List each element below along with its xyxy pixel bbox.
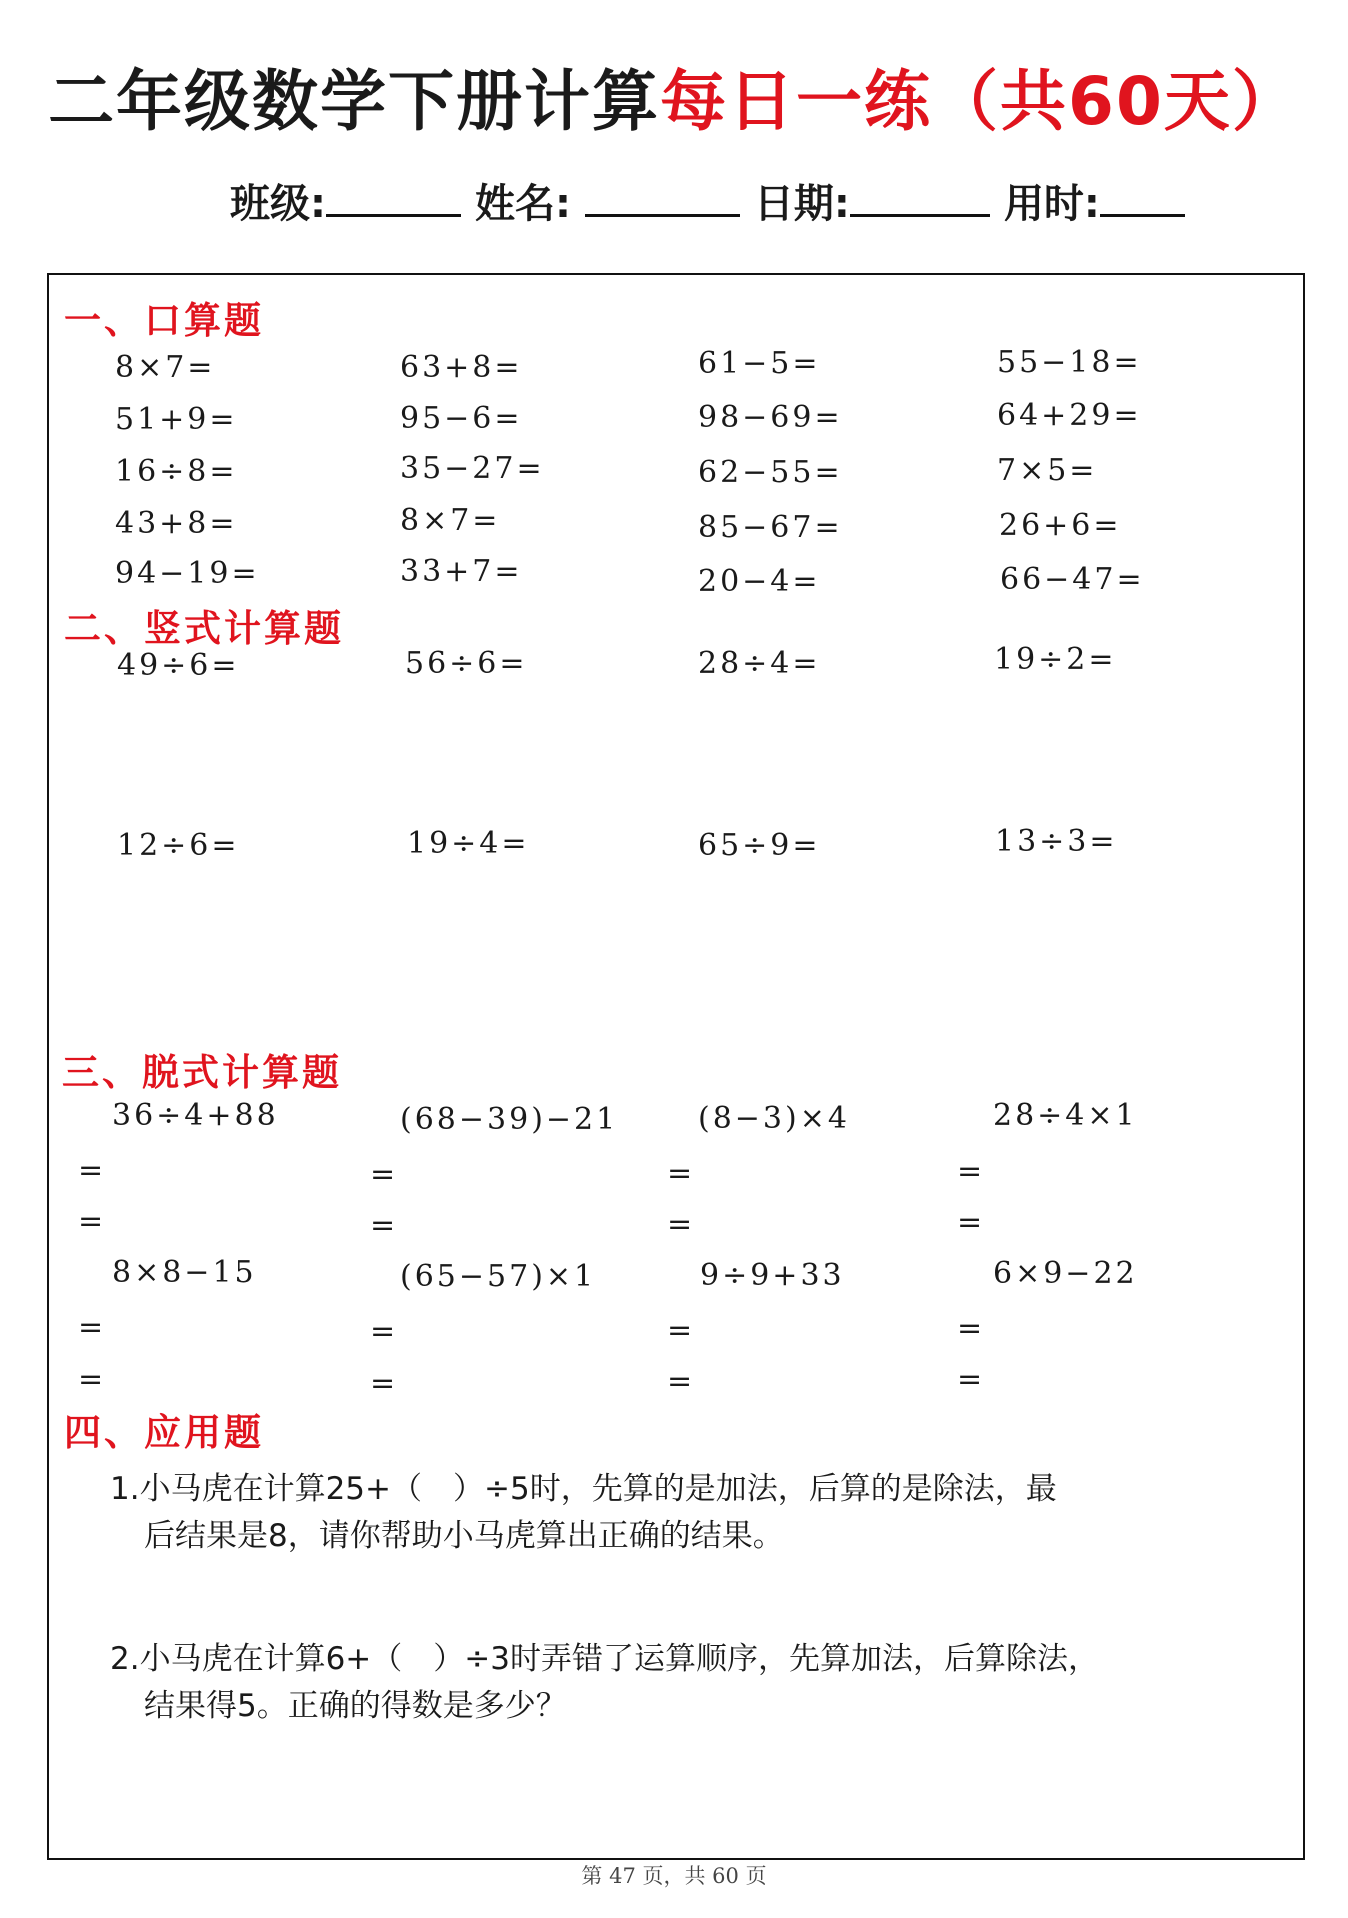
oral-problem: 94−19=	[115, 556, 260, 591]
equals-sign: =	[78, 1204, 104, 1239]
vertical-problem: 19÷4=	[407, 826, 530, 861]
word-problem-1	[110, 1466, 1230, 1560]
section-word-problems-title: 四、应用题	[64, 1411, 264, 1454]
word-problem-2-line2: 结果得5。正确的得数是多少？	[144, 1688, 567, 1724]
oral-problem: 66−47=	[1000, 562, 1145, 597]
oral-problem: 16÷8=	[115, 454, 238, 489]
vertical-problem: 49÷6=	[117, 648, 240, 683]
word-problem-1-line1: 1.小马虎在计算25+（ ）÷5时，先算的是加法，后算的是除法，最	[110, 1471, 1057, 1507]
oral-problem: 62−55=	[698, 455, 843, 490]
oral-problem: 63+8=	[400, 350, 523, 385]
oral-problem: 95−6=	[400, 401, 523, 436]
equals-sign: =	[957, 1205, 983, 1240]
oral-problem: 55−18=	[997, 345, 1142, 380]
class-label: 班级:	[230, 181, 326, 227]
equals-sign: =	[957, 1311, 983, 1346]
equals-sign: =	[370, 1157, 396, 1192]
class-blank[interactable]	[326, 178, 461, 217]
section-oral-title: 一、口算题	[64, 299, 264, 342]
stepwise-problem: (65−57)×1	[400, 1259, 597, 1294]
page-footer: 第 47 页，共 60 页	[581, 1864, 767, 1888]
stepwise-problem: 36÷4+88	[112, 1098, 279, 1133]
oral-problem: 33+7=	[400, 554, 523, 589]
stepwise-problem: 9÷9+33	[700, 1258, 845, 1293]
student-info-line	[230, 172, 1199, 229]
name-blank[interactable]	[585, 178, 740, 217]
title-black: 二年级数学下册计算	[48, 63, 661, 140]
oral-problem: 61−5=	[698, 346, 821, 381]
word-problem-2-line1: 2.小马虎在计算6+（ ）÷3时弄错了运算顺序，先算加法，后算除法，	[110, 1641, 1099, 1677]
stepwise-problem: (8−3)×4	[698, 1101, 850, 1136]
oral-problem: 7×5=	[997, 453, 1098, 488]
word-problem-2	[110, 1636, 1230, 1730]
date-blank[interactable]	[850, 178, 990, 217]
equals-sign: =	[667, 1207, 693, 1242]
stepwise-problem: (68−39)−21	[400, 1102, 619, 1137]
name-label: 姓名:	[475, 181, 571, 227]
oral-problem: 8×7=	[115, 350, 216, 385]
equals-sign: =	[957, 1154, 983, 1189]
time-blank[interactable]	[1100, 178, 1185, 217]
equals-sign: =	[78, 1362, 104, 1397]
stepwise-problem: 6×9−22	[993, 1256, 1138, 1291]
date-label: 日期:	[753, 181, 850, 227]
oral-problem: 85−67=	[698, 510, 843, 545]
vertical-problem: 56÷6=	[405, 646, 528, 681]
equals-sign: =	[78, 1153, 104, 1188]
oral-problem: 64+29=	[997, 398, 1142, 433]
oral-problem: 26+6=	[999, 508, 1122, 543]
word-problem-1-line2: 后结果是8，请你帮助小马虎算出正确的结果。	[144, 1518, 784, 1554]
section-vertical-title: 二、竖式计算题	[64, 607, 344, 650]
stepwise-problem: 28÷4×1	[993, 1098, 1138, 1133]
equals-sign: =	[957, 1362, 983, 1397]
oral-problem: 8×7=	[400, 503, 501, 538]
equals-sign: =	[370, 1314, 396, 1349]
vertical-problem: 65÷9=	[698, 828, 821, 863]
vertical-problem: 28÷4=	[698, 646, 821, 681]
vertical-problem: 13÷3=	[995, 824, 1118, 859]
equals-sign: =	[667, 1364, 693, 1399]
title-red: 每日一练（共60天）	[660, 63, 1300, 140]
equals-sign: =	[370, 1366, 396, 1401]
oral-problem: 51+9=	[115, 402, 238, 437]
oral-problem: 98−69=	[698, 400, 843, 435]
equals-sign: =	[78, 1310, 104, 1345]
equals-sign: =	[667, 1313, 693, 1348]
oral-problem: 43+8=	[115, 506, 238, 541]
oral-problem: 20−4=	[698, 564, 821, 599]
vertical-problem: 12÷6=	[117, 828, 240, 863]
equals-sign: =	[667, 1156, 693, 1191]
oral-problem: 35−27=	[400, 451, 545, 486]
time-label: 用时:	[1003, 181, 1100, 227]
vertical-problem: 19÷2=	[994, 642, 1117, 677]
section-stepwise-title: 三、脱式计算题	[62, 1051, 342, 1094]
page-title	[0, 48, 1348, 143]
stepwise-problem: 8×8−15	[112, 1255, 257, 1290]
equals-sign: =	[370, 1208, 396, 1243]
